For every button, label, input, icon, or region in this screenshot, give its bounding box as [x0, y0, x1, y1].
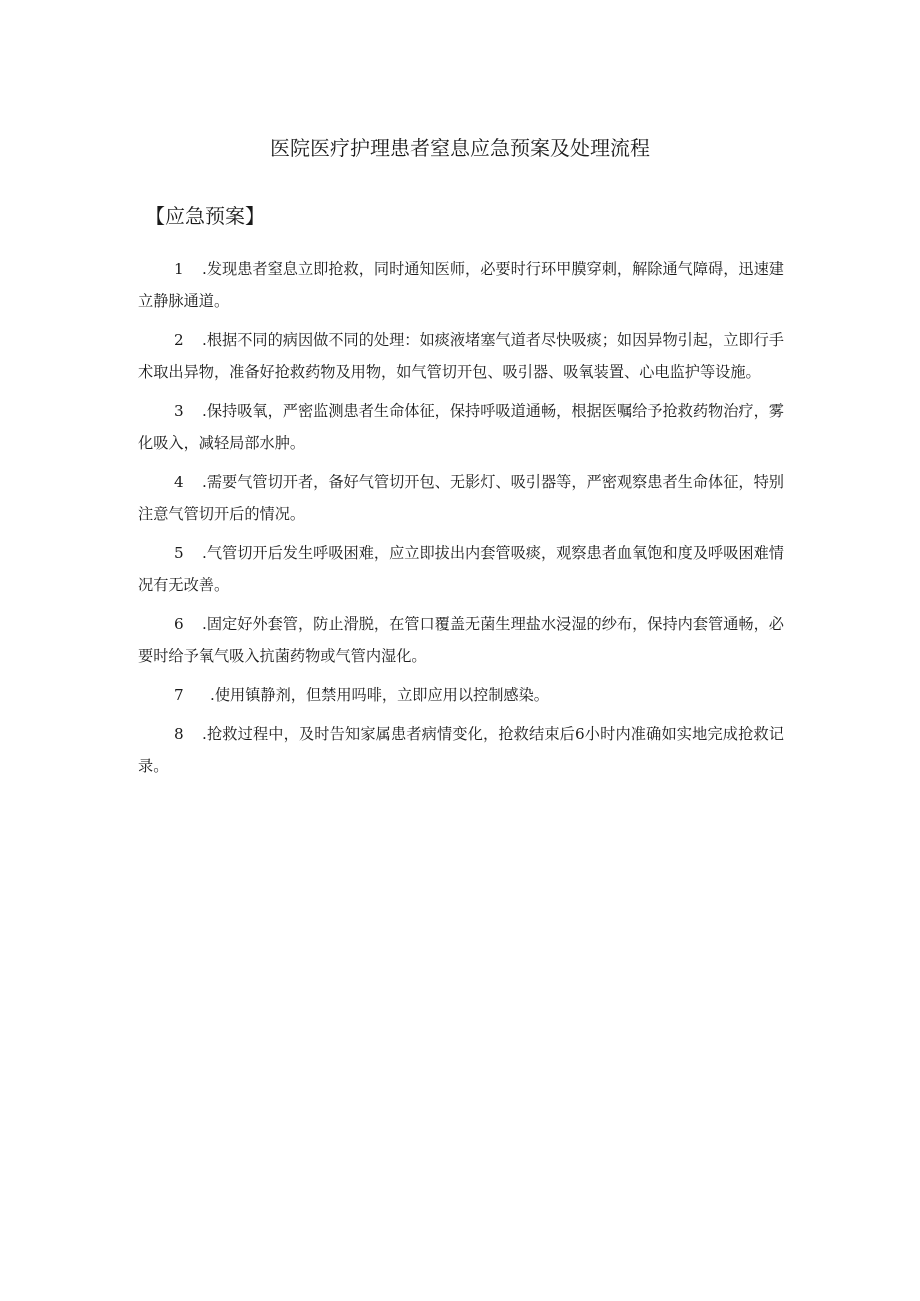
item-number: 4 [174, 473, 184, 491]
item-number: 3 [174, 402, 184, 420]
list-item [138, 679, 784, 711]
emergency-plan-list [138, 253, 784, 789]
item-text: .需要气管切开者，备好气管切开包、无影灯、吸引器等，严密观察患者生命体征，特别注意气管切开后的情况。 [138, 473, 784, 523]
list-item [138, 324, 784, 388]
section-heading-emergency-plan: 【应急预案】 [145, 204, 265, 228]
list-item [138, 537, 784, 601]
item-text: .抢救过程中，及时告知家属患者病情变化，抢救结束后6小时内准确如实地完成抢救记录。 [138, 725, 784, 775]
list-item [138, 466, 784, 530]
item-number: 8 [174, 725, 184, 743]
list-item [138, 395, 784, 459]
item-text: .发现患者窒息立即抢救，同时通知医师，必要时行环甲膜穿刺，解除通气障碍，迅速建立静脉通道。 [138, 260, 784, 310]
document-title: 医院医疗护理患者窒息应急预案及处理流程 [270, 136, 650, 160]
item-number: 2 [174, 331, 184, 349]
item-text: .根据不同的病因做不同的处理：如痰液堵塞气道者尽快吸痰；如因异物引起，立即行手术取出异物，准备好抢救药物及用物，如气管切开包、吸引器、吸氧装置、心电监护等设施。 [138, 331, 784, 381]
list-item [138, 718, 784, 782]
item-text: .气管切开后发生呼吸困难，应立即拔出内套管吸痰，观察患者血氧饱和度及呼吸困难情况有无改善。 [138, 544, 784, 594]
item-number: 1 [174, 260, 184, 278]
item-number: 6 [174, 615, 184, 633]
item-number: 5 [174, 544, 184, 562]
item-text: .使用镇静剂，但禁用吗啡，立即应用以控制感染。 [210, 686, 549, 704]
list-item [138, 608, 784, 672]
item-text: .保持吸氧，严密监测患者生命体征，保持呼吸道通畅，根据医嘱给予抢救药物治疗，雾化吸入，减轻局部水肿。 [138, 402, 784, 452]
item-text: .固定好外套管，防止滑脱，在管口覆盖无菌生理盐水浸湿的纱布，保持内套管通畅，必要时给予氧气吸入抗菌药物或气管内湿化。 [138, 615, 784, 665]
item-number: 7 [174, 686, 184, 704]
list-item [138, 253, 784, 317]
